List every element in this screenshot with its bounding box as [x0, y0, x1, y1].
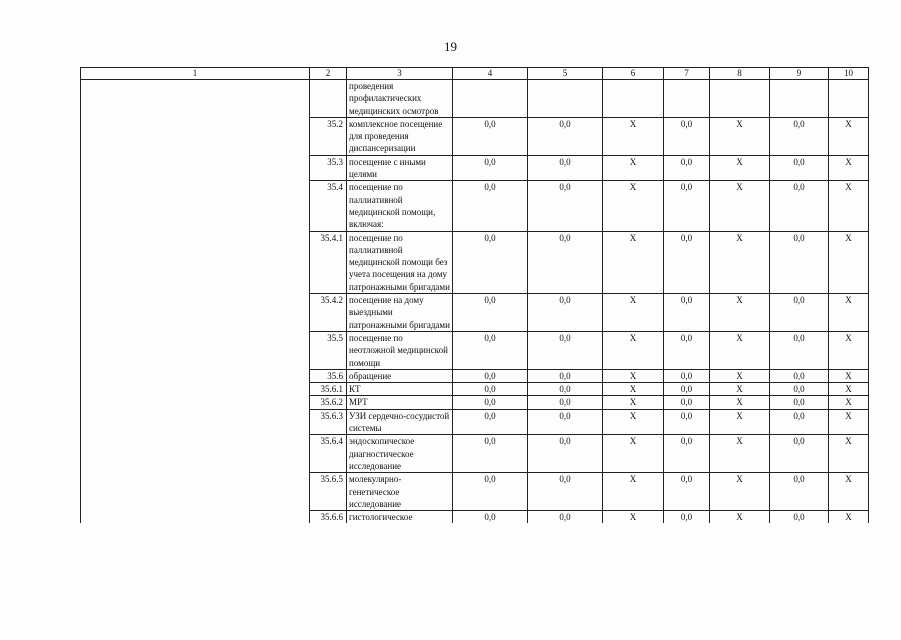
value-cell: 0,0 — [528, 155, 603, 181]
value-cell: X — [829, 383, 869, 396]
row-name-cell: гистологическое — [347, 511, 453, 524]
row-name-cell: посещение по паллиативной медицинской помощи, включая: — [347, 181, 453, 231]
value-cell: 0,0 — [770, 331, 829, 369]
row-group-cell — [81, 369, 310, 382]
value-cell: X — [710, 331, 770, 369]
row-group-cell — [81, 473, 310, 511]
value-cell: 0,0 — [453, 331, 528, 369]
value-cell: 0,0 — [770, 181, 829, 231]
value-cell: 0,0 — [528, 511, 603, 524]
value-cell: 0,0 — [664, 396, 710, 409]
value-cell: 0,0 — [528, 473, 603, 511]
row-group-cell — [81, 409, 310, 435]
value-cell: X — [603, 231, 664, 293]
value-cell: 0,0 — [664, 369, 710, 382]
value-cell: X — [603, 117, 664, 155]
table-row — [81, 383, 869, 396]
value-cell: X — [603, 396, 664, 409]
row-name-cell: КТ — [347, 383, 453, 396]
value-cell: 0,0 — [770, 383, 829, 396]
header-cell: 2 — [310, 68, 347, 80]
value-cell: 0,0 — [664, 155, 710, 181]
row-name-cell: комплексное посещение для проведения диспансеризации — [347, 117, 453, 155]
value-cell: 0,0 — [453, 396, 528, 409]
value-cell: 0,0 — [453, 117, 528, 155]
value-cell: X — [829, 369, 869, 382]
header-cell: 6 — [603, 68, 664, 80]
row-name-cell: посещение по неотложной медицинской помощи — [347, 331, 453, 369]
row-number-cell: 35.6.2 — [310, 396, 347, 409]
value-cell: X — [710, 435, 770, 473]
header-cell: 9 — [770, 68, 829, 80]
table-row — [81, 473, 869, 511]
row-group-cell — [81, 396, 310, 409]
value-cell: 0,0 — [664, 409, 710, 435]
value-cell: 0,0 — [664, 435, 710, 473]
value-cell: 0,0 — [453, 409, 528, 435]
table-row — [81, 231, 869, 293]
value-cell: 0,0 — [770, 396, 829, 409]
value-cell: X — [829, 396, 869, 409]
value-cell: 0,0 — [528, 409, 603, 435]
value-cell: X — [710, 231, 770, 293]
value-cell: X — [710, 396, 770, 409]
value-cell: 0,0 — [664, 294, 710, 332]
row-name-cell: посещение с иными целями — [347, 155, 453, 181]
row-number-cell: 35.6.1 — [310, 383, 347, 396]
value-cell: 0,0 — [528, 117, 603, 155]
value-cell: 0,0 — [664, 511, 710, 524]
value-cell: 0,0 — [453, 383, 528, 396]
row-group-cell — [81, 117, 310, 155]
value-cell: X — [710, 369, 770, 382]
row-number-cell: 35.6.3 — [310, 409, 347, 435]
row-name-cell: проведения профилактических медицинских осмотров — [347, 80, 453, 118]
value-cell: 0,0 — [770, 409, 829, 435]
value-cell: X — [829, 409, 869, 435]
value-cell: 0,0 — [664, 331, 710, 369]
value-cell: 0,0 — [770, 435, 829, 473]
table-row — [81, 331, 869, 369]
value-cell: X — [829, 435, 869, 473]
table-row — [81, 369, 869, 382]
value-cell: 0,0 — [528, 181, 603, 231]
value-cell: 0,0 — [770, 294, 829, 332]
header-cell: 5 — [528, 68, 603, 80]
value-cell: X — [829, 473, 869, 511]
value-cell: 0,0 — [770, 369, 829, 382]
value-cell — [603, 80, 664, 118]
value-cell: 0,0 — [528, 231, 603, 293]
value-cell: X — [829, 511, 869, 524]
page-number: 19 — [444, 39, 457, 54]
value-cell: 0,0 — [528, 435, 603, 473]
value-cell: 0,0 — [528, 383, 603, 396]
data-table — [80, 67, 869, 523]
value-cell: X — [829, 155, 869, 181]
header-cell: 10 — [829, 68, 869, 80]
value-cell: 0,0 — [770, 231, 829, 293]
value-cell: 0,0 — [664, 473, 710, 511]
row-number-cell: 35.4.1 — [310, 231, 347, 293]
value-cell: X — [829, 181, 869, 231]
value-cell: 0,0 — [528, 396, 603, 409]
table-row — [81, 80, 869, 118]
row-number-cell: 35.6 — [310, 369, 347, 382]
value-cell: 0,0 — [453, 231, 528, 293]
row-number-cell: 35.6.6 — [310, 511, 347, 524]
row-name-cell: МРТ — [347, 396, 453, 409]
value-cell: X — [829, 117, 869, 155]
row-name-cell: УЗИ сердечно-сосудистой системы — [347, 409, 453, 435]
row-number-cell: 35.2 — [310, 117, 347, 155]
value-cell: 0,0 — [664, 383, 710, 396]
header-cell: 7 — [664, 68, 710, 80]
value-cell: X — [829, 331, 869, 369]
row-name-cell: посещение на дому выездными патронажными бригадами — [347, 294, 453, 332]
table-row — [81, 511, 869, 524]
value-cell — [710, 80, 770, 118]
row-group-cell — [81, 155, 310, 181]
row-name-cell: обращение — [347, 369, 453, 382]
value-cell: X — [603, 511, 664, 524]
value-cell: 0,0 — [770, 511, 829, 524]
value-cell: 0,0 — [664, 181, 710, 231]
row-group-cell — [81, 294, 310, 332]
value-cell: X — [829, 294, 869, 332]
value-cell: 0,0 — [453, 369, 528, 382]
table-row — [81, 409, 869, 435]
row-group-cell — [81, 435, 310, 473]
value-cell: X — [710, 294, 770, 332]
table-row — [81, 396, 869, 409]
value-cell — [829, 80, 869, 118]
row-number-cell: 35.6.4 — [310, 435, 347, 473]
header-cell: 1 — [81, 68, 310, 80]
value-cell: X — [603, 473, 664, 511]
row-number-cell: 35.5 — [310, 331, 347, 369]
row-group-cell — [81, 511, 310, 524]
row-group-cell — [81, 80, 310, 118]
header-cell: 8 — [710, 68, 770, 80]
value-cell: X — [710, 155, 770, 181]
header-cell: 4 — [453, 68, 528, 80]
row-number-cell: 35.4 — [310, 181, 347, 231]
value-cell: 0,0 — [770, 473, 829, 511]
row-name-cell: посещение по паллиативной медицинской помощи без учета посещения на дому патронажными бригадами — [347, 231, 453, 293]
value-cell: X — [603, 155, 664, 181]
value-cell: 0,0 — [453, 511, 528, 524]
value-cell: X — [710, 383, 770, 396]
value-cell: 0,0 — [528, 294, 603, 332]
table-row — [81, 117, 869, 155]
value-cell: X — [710, 473, 770, 511]
value-cell: X — [710, 181, 770, 231]
value-cell — [770, 80, 829, 118]
value-cell: X — [603, 435, 664, 473]
value-cell: X — [710, 409, 770, 435]
header-row — [81, 68, 869, 80]
value-cell: 0,0 — [664, 231, 710, 293]
value-cell: 0,0 — [453, 473, 528, 511]
value-cell: X — [603, 181, 664, 231]
value-cell: 0,0 — [528, 331, 603, 369]
row-group-cell — [81, 181, 310, 231]
header-cell: 3 — [347, 68, 453, 80]
row-number-cell: 35.3 — [310, 155, 347, 181]
row-group-cell — [81, 331, 310, 369]
row-group-cell — [81, 231, 310, 293]
value-cell: X — [710, 511, 770, 524]
value-cell — [453, 80, 528, 118]
value-cell: X — [603, 369, 664, 382]
row-name-cell: эндоскопическое диагностическое исследование — [347, 435, 453, 473]
value-cell: X — [710, 117, 770, 155]
value-cell: X — [603, 331, 664, 369]
table-row — [81, 435, 869, 473]
value-cell — [664, 80, 710, 118]
table-row — [81, 181, 869, 231]
value-cell: X — [829, 231, 869, 293]
table-row — [81, 294, 869, 332]
value-cell: 0,0 — [453, 294, 528, 332]
table-row — [81, 155, 869, 181]
value-cell: 0,0 — [453, 155, 528, 181]
row-name-cell: молекулярно-генетическое исследование — [347, 473, 453, 511]
value-cell: 0,0 — [453, 181, 528, 231]
value-cell: 0,0 — [664, 117, 710, 155]
row-number-cell: 35.6.5 — [310, 473, 347, 511]
value-cell: X — [603, 409, 664, 435]
value-cell: X — [603, 383, 664, 396]
row-number-cell — [310, 80, 347, 118]
value-cell: 0,0 — [770, 155, 829, 181]
value-cell — [528, 80, 603, 118]
value-cell: X — [603, 294, 664, 332]
value-cell: 0,0 — [453, 435, 528, 473]
value-cell: 0,0 — [770, 117, 829, 155]
row-group-cell — [81, 383, 310, 396]
value-cell: 0,0 — [528, 369, 603, 382]
row-number-cell: 35.4.2 — [310, 294, 347, 332]
